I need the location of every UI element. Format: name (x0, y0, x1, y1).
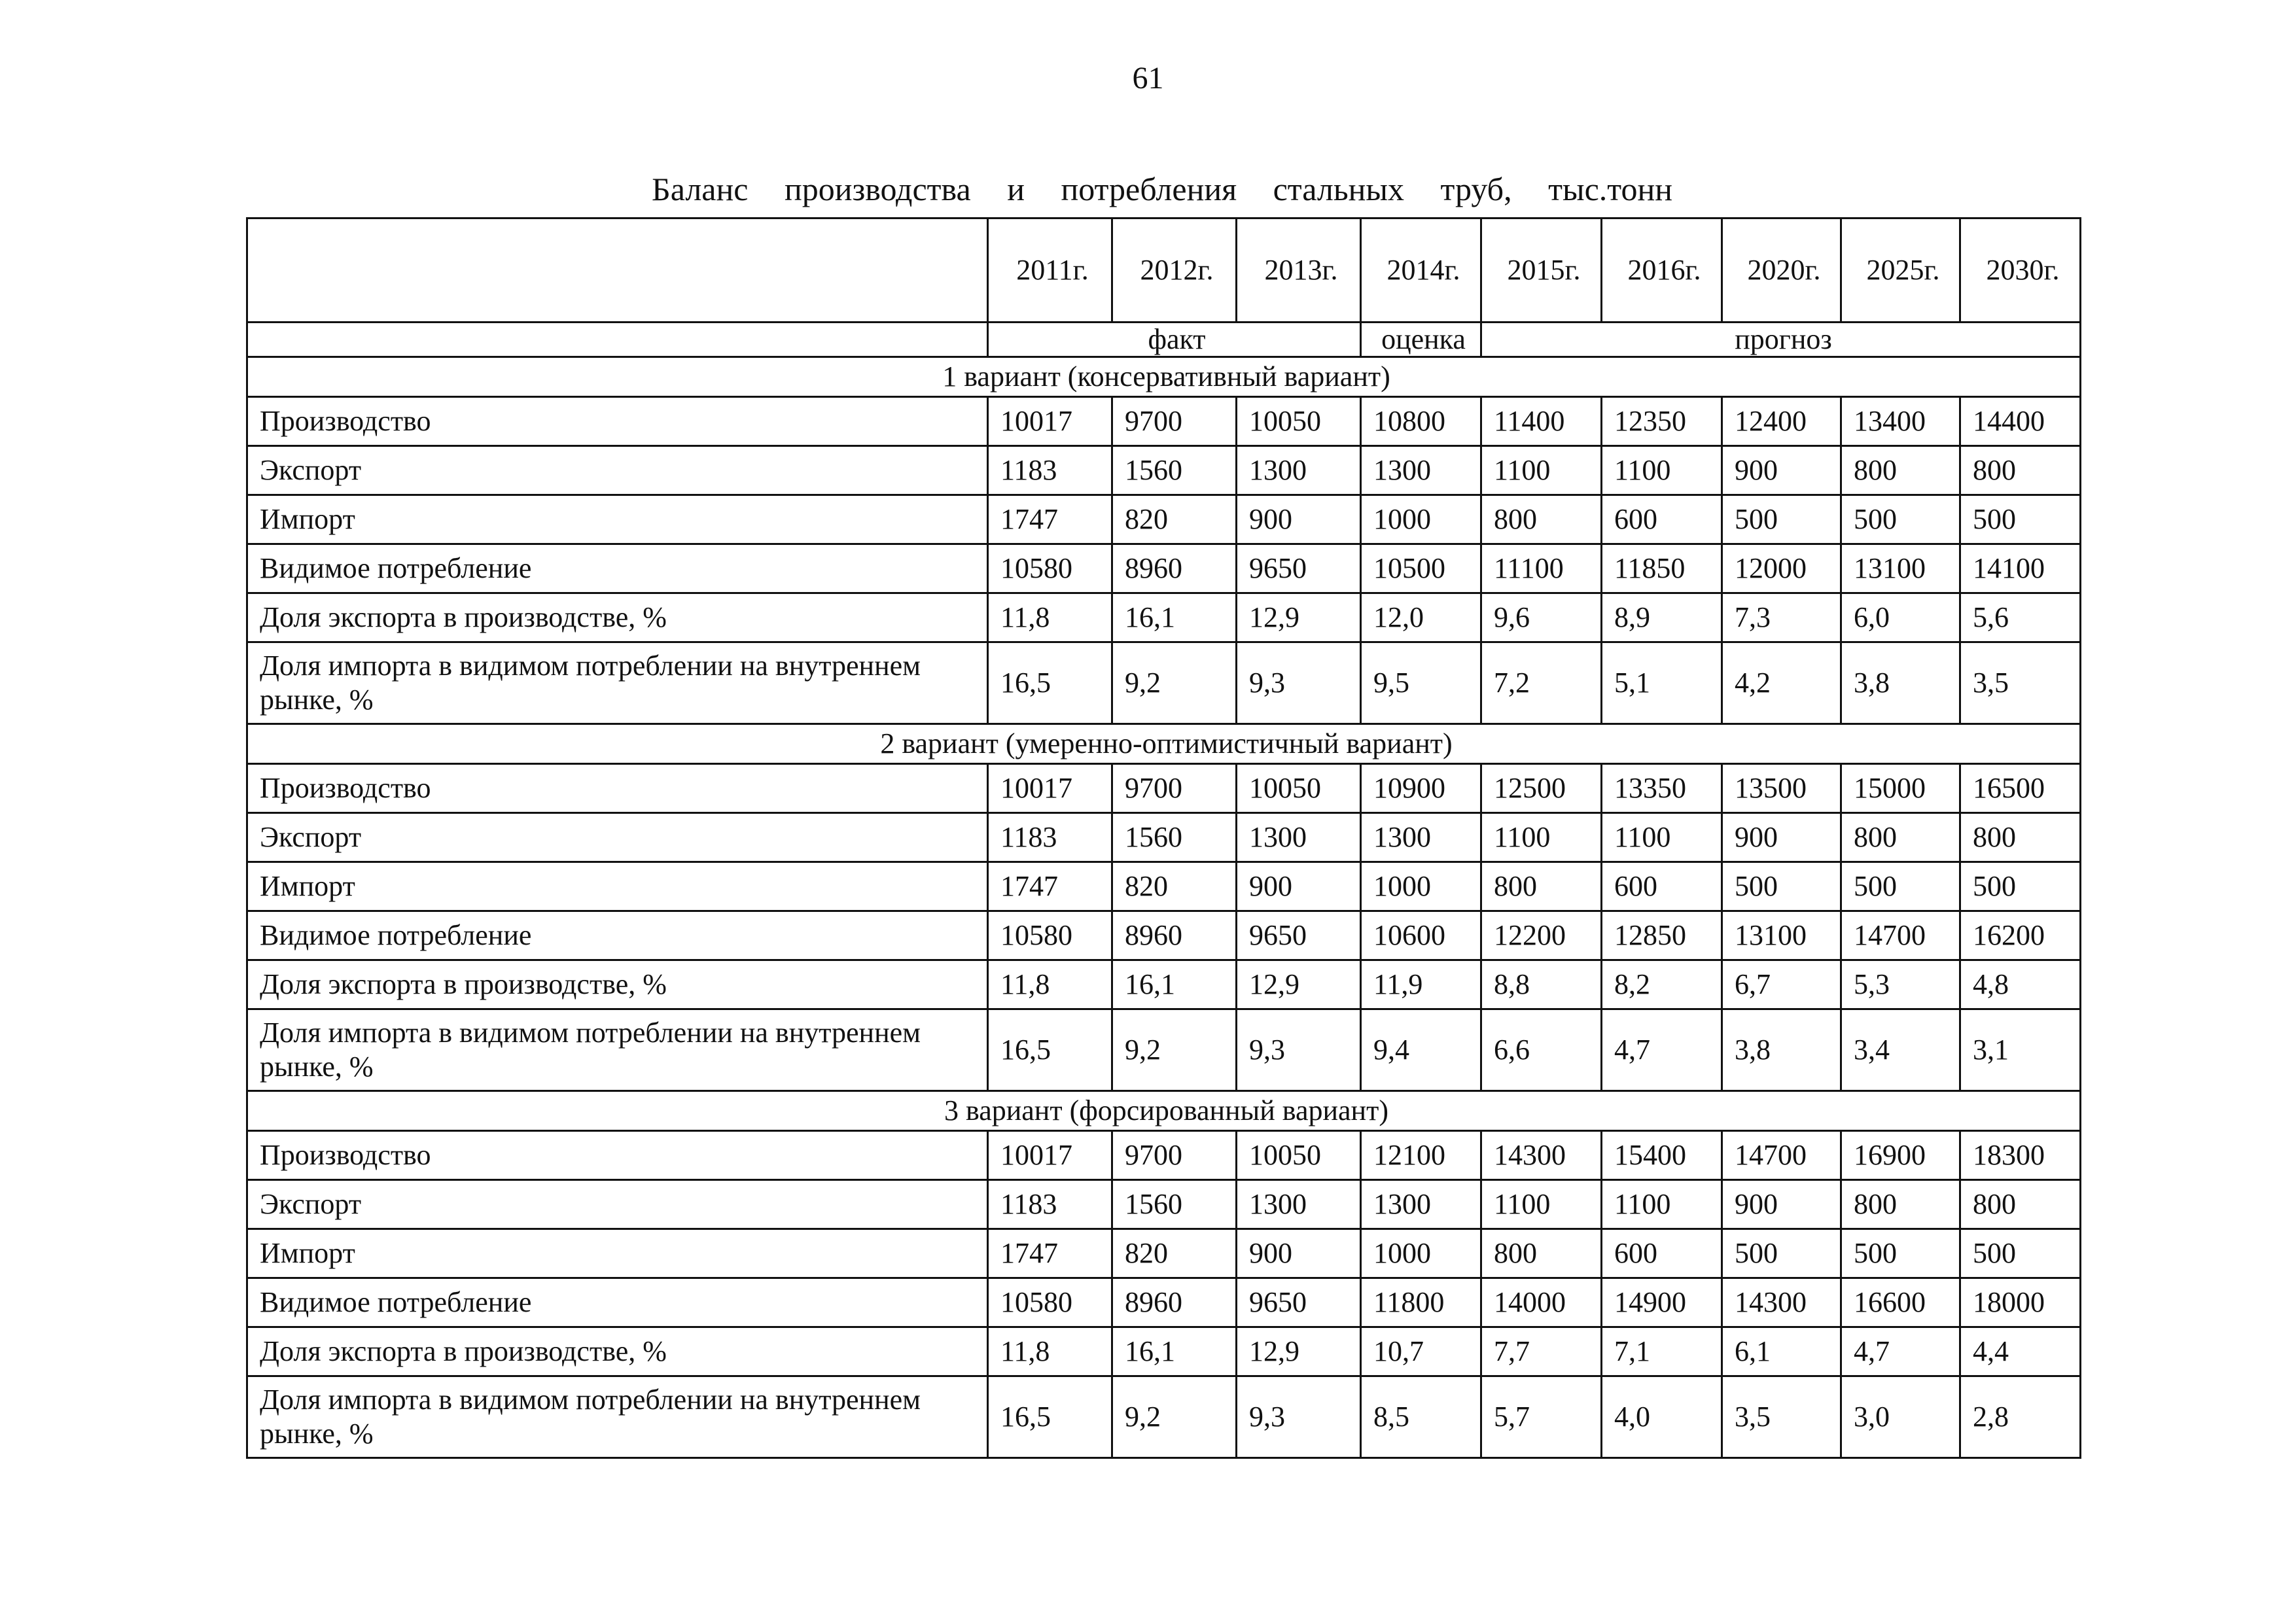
value-cell: 10017 (988, 397, 1112, 446)
table-row (247, 446, 2081, 495)
period-header-row (247, 323, 2081, 357)
row-label: Экспорт (247, 813, 988, 862)
value-cell: 12000 (1722, 544, 1841, 593)
table-row (247, 1009, 2081, 1091)
value-cell: 800 (1481, 495, 1602, 544)
value-cell: 14300 (1722, 1278, 1841, 1327)
value-cell: 820 (1112, 862, 1237, 911)
value-cell: 16900 (1841, 1131, 1960, 1180)
value-cell: 500 (1841, 862, 1960, 911)
value-cell: 900 (1722, 813, 1841, 862)
value-cell: 5,7 (1481, 1376, 1602, 1458)
value-cell: 8,8 (1481, 960, 1602, 1009)
value-cell: 8960 (1112, 1278, 1237, 1327)
value-cell: 16500 (1960, 764, 2081, 813)
year-header-cell: 2011г. (988, 218, 1112, 323)
value-cell: 10800 (1361, 397, 1481, 446)
value-cell: 10017 (988, 1131, 1112, 1180)
value-cell: 11800 (1361, 1278, 1481, 1327)
value-cell: 500 (1960, 1229, 2081, 1278)
value-cell: 7,1 (1602, 1327, 1722, 1376)
value-cell: 7,2 (1481, 642, 1602, 724)
value-cell: 1000 (1361, 862, 1481, 911)
value-cell: 1560 (1112, 446, 1237, 495)
value-cell: 600 (1602, 862, 1722, 911)
value-cell: 1560 (1112, 1180, 1237, 1229)
table-row (247, 813, 2081, 862)
value-cell: 800 (1841, 446, 1960, 495)
value-cell: 10050 (1237, 1131, 1361, 1180)
row-label: Экспорт (247, 1180, 988, 1229)
value-cell: 13100 (1722, 911, 1841, 960)
variant-header-row (247, 724, 2081, 764)
row-label: Видимое потребление (247, 911, 988, 960)
variant-title: 2 вариант (умеренно-оптимистичный вариант) (247, 724, 2081, 764)
value-cell: 11100 (1481, 544, 1602, 593)
value-cell: 10580 (988, 544, 1112, 593)
period-fact: факт (988, 323, 1361, 357)
value-cell: 10600 (1361, 911, 1481, 960)
value-cell: 9,3 (1237, 1009, 1361, 1091)
table-row (247, 1278, 2081, 1327)
year-header-cell: 2014г. (1361, 218, 1481, 323)
value-cell: 600 (1602, 1229, 1722, 1278)
value-cell: 16200 (1960, 911, 2081, 960)
year-header-cell: 2015г. (1481, 218, 1602, 323)
value-cell: 11,8 (988, 960, 1112, 1009)
table-row (247, 1131, 2081, 1180)
value-cell: 4,0 (1602, 1376, 1722, 1458)
value-cell: 4,8 (1960, 960, 2081, 1009)
value-cell: 18300 (1960, 1131, 2081, 1180)
value-cell: 600 (1602, 495, 1722, 544)
value-cell: 800 (1481, 1229, 1602, 1278)
value-cell: 4,4 (1960, 1327, 2081, 1376)
year-header-cell: 2030г. (1960, 218, 2081, 323)
value-cell: 820 (1112, 495, 1237, 544)
value-cell: 8,5 (1361, 1376, 1481, 1458)
value-cell: 16,1 (1112, 593, 1237, 642)
value-cell: 12,9 (1237, 960, 1361, 1009)
value-cell: 15000 (1841, 764, 1960, 813)
value-cell: 10500 (1361, 544, 1481, 593)
value-cell: 14400 (1960, 397, 2081, 446)
value-cell: 10050 (1237, 397, 1361, 446)
empty-period-cell (247, 323, 988, 357)
value-cell: 7,7 (1481, 1327, 1602, 1376)
table-row (247, 1229, 2081, 1278)
balance-table (246, 217, 2081, 1459)
row-label: Доля экспорта в производстве, % (247, 1327, 988, 1376)
value-cell: 12,9 (1237, 1327, 1361, 1376)
value-cell: 11,8 (988, 593, 1112, 642)
value-cell: 14700 (1841, 911, 1960, 960)
table-row (247, 960, 2081, 1009)
year-header-cell: 2012г. (1112, 218, 1237, 323)
value-cell: 500 (1841, 1229, 1960, 1278)
value-cell: 14100 (1960, 544, 2081, 593)
empty-header-cell (247, 218, 988, 323)
table-row (247, 911, 2081, 960)
row-label: Импорт (247, 1229, 988, 1278)
value-cell: 1100 (1481, 813, 1602, 862)
value-cell: 11400 (1481, 397, 1602, 446)
value-cell: 800 (1841, 813, 1960, 862)
value-cell: 9,6 (1481, 593, 1602, 642)
value-cell: 1183 (988, 446, 1112, 495)
value-cell: 9,2 (1112, 1009, 1237, 1091)
row-label: Доля импорта в видимом потреблении на внутреннем рынке, % (247, 1009, 988, 1091)
value-cell: 1100 (1481, 1180, 1602, 1229)
row-label: Производство (247, 1131, 988, 1180)
variant-title: 1 вариант (консервативный вариант) (247, 357, 2081, 397)
value-cell: 12850 (1602, 911, 1722, 960)
value-cell: 820 (1112, 1229, 1237, 1278)
value-cell: 12350 (1602, 397, 1722, 446)
year-header-row (247, 218, 2081, 323)
year-header-cell: 2025г. (1841, 218, 1960, 323)
value-cell: 12400 (1722, 397, 1841, 446)
row-label: Доля импорта в видимом потреблении на внутреннем рынке, % (247, 1376, 988, 1458)
value-cell: 800 (1841, 1180, 1960, 1229)
value-cell: 9,4 (1361, 1009, 1481, 1091)
value-cell: 6,0 (1841, 593, 1960, 642)
period-forecast: прогноз (1481, 323, 2081, 357)
value-cell: 3,1 (1960, 1009, 2081, 1091)
table-row (247, 544, 2081, 593)
value-cell: 1100 (1602, 813, 1722, 862)
value-cell: 800 (1960, 813, 2081, 862)
value-cell: 16,5 (988, 642, 1112, 724)
value-cell: 11,8 (988, 1327, 1112, 1376)
row-label: Производство (247, 764, 988, 813)
row-label: Доля экспорта в производстве, % (247, 593, 988, 642)
value-cell: 500 (1722, 495, 1841, 544)
value-cell: 1300 (1361, 813, 1481, 862)
table-row (247, 397, 2081, 446)
value-cell: 8960 (1112, 911, 1237, 960)
value-cell: 10,7 (1361, 1327, 1481, 1376)
value-cell: 12200 (1481, 911, 1602, 960)
value-cell: 9650 (1237, 911, 1361, 960)
value-cell: 9,2 (1112, 642, 1237, 724)
value-cell: 3,0 (1841, 1376, 1960, 1458)
table-row (247, 1327, 2081, 1376)
value-cell: 1300 (1361, 446, 1481, 495)
table-row (247, 1180, 2081, 1229)
value-cell: 7,3 (1722, 593, 1841, 642)
value-cell: 500 (1960, 862, 2081, 911)
value-cell: 12,0 (1361, 593, 1481, 642)
value-cell: 9650 (1237, 1278, 1361, 1327)
value-cell: 8,2 (1602, 960, 1722, 1009)
value-cell: 16,5 (988, 1009, 1112, 1091)
value-cell: 4,2 (1722, 642, 1841, 724)
value-cell: 1300 (1237, 813, 1361, 862)
value-cell: 5,1 (1602, 642, 1722, 724)
row-label: Экспорт (247, 446, 988, 495)
value-cell: 13400 (1841, 397, 1960, 446)
value-cell: 9,3 (1237, 1376, 1361, 1458)
year-header-cell: 2020г. (1722, 218, 1841, 323)
value-cell: 3,8 (1722, 1009, 1841, 1091)
value-cell: 8,9 (1602, 593, 1722, 642)
period-estimate: оценка (1361, 323, 1481, 357)
value-cell: 3,5 (1960, 642, 2081, 724)
value-cell: 6,1 (1722, 1327, 1841, 1376)
value-cell: 14700 (1722, 1131, 1841, 1180)
table-row (247, 593, 2081, 642)
value-cell: 800 (1481, 862, 1602, 911)
value-cell: 3,8 (1841, 642, 1960, 724)
value-cell: 9,3 (1237, 642, 1361, 724)
value-cell: 10900 (1361, 764, 1481, 813)
table-row (247, 642, 2081, 724)
value-cell: 16,1 (1112, 1327, 1237, 1376)
value-cell: 10580 (988, 1278, 1112, 1327)
value-cell: 12500 (1481, 764, 1602, 813)
year-header-cell: 2013г. (1237, 218, 1361, 323)
value-cell: 9700 (1112, 764, 1237, 813)
value-cell: 6,7 (1722, 960, 1841, 1009)
value-cell: 1000 (1361, 1229, 1481, 1278)
page-number: 61 (1132, 61, 1164, 96)
row-label: Видимое потребление (247, 544, 988, 593)
value-cell: 900 (1237, 1229, 1361, 1278)
value-cell: 10050 (1237, 764, 1361, 813)
value-cell: 12,9 (1237, 593, 1361, 642)
value-cell: 1747 (988, 495, 1112, 544)
value-cell: 500 (1841, 495, 1960, 544)
value-cell: 1100 (1602, 1180, 1722, 1229)
value-cell: 1747 (988, 1229, 1112, 1278)
value-cell: 6,6 (1481, 1009, 1602, 1091)
value-cell: 10017 (988, 764, 1112, 813)
table-row (247, 862, 2081, 911)
row-label: Импорт (247, 862, 988, 911)
value-cell: 14900 (1602, 1278, 1722, 1327)
value-cell: 1300 (1237, 1180, 1361, 1229)
row-label: Доля экспорта в производстве, % (247, 960, 988, 1009)
value-cell: 1183 (988, 1180, 1112, 1229)
value-cell: 1100 (1481, 446, 1602, 495)
value-cell: 4,7 (1602, 1009, 1722, 1091)
value-cell: 900 (1237, 495, 1361, 544)
value-cell: 5,6 (1960, 593, 2081, 642)
value-cell: 2,8 (1960, 1376, 2081, 1458)
value-cell: 1747 (988, 862, 1112, 911)
value-cell: 9700 (1112, 1131, 1237, 1180)
value-cell: 14300 (1481, 1131, 1602, 1180)
row-label: Импорт (247, 495, 988, 544)
variant-header-row (247, 357, 2081, 397)
value-cell: 9,2 (1112, 1376, 1237, 1458)
table-body (247, 218, 2081, 1458)
value-cell: 900 (1722, 1180, 1841, 1229)
variant-title: 3 вариант (форсированный вариант) (247, 1091, 2081, 1131)
value-cell: 10580 (988, 911, 1112, 960)
value-cell: 11850 (1602, 544, 1722, 593)
table-row (247, 495, 2081, 544)
year-header-cell: 2016г. (1602, 218, 1722, 323)
row-label: Производство (247, 397, 988, 446)
value-cell: 16,1 (1112, 960, 1237, 1009)
value-cell: 900 (1722, 446, 1841, 495)
value-cell: 1560 (1112, 813, 1237, 862)
value-cell: 800 (1960, 1180, 2081, 1229)
value-cell: 4,7 (1841, 1327, 1960, 1376)
variant-header-row (247, 1091, 2081, 1131)
value-cell: 9700 (1112, 397, 1237, 446)
value-cell: 11,9 (1361, 960, 1481, 1009)
value-cell: 9650 (1237, 544, 1361, 593)
value-cell: 500 (1960, 495, 2081, 544)
value-cell: 1183 (988, 813, 1112, 862)
value-cell: 18000 (1960, 1278, 2081, 1327)
value-cell: 800 (1960, 446, 2081, 495)
value-cell: 900 (1237, 862, 1361, 911)
value-cell: 16,5 (988, 1376, 1112, 1458)
value-cell: 13500 (1722, 764, 1841, 813)
value-cell: 1000 (1361, 495, 1481, 544)
table-row (247, 764, 2081, 813)
value-cell: 3,5 (1722, 1376, 1841, 1458)
row-label: Видимое потребление (247, 1278, 988, 1327)
value-cell: 9,5 (1361, 642, 1481, 724)
value-cell: 13100 (1841, 544, 1960, 593)
value-cell: 8960 (1112, 544, 1237, 593)
value-cell: 14000 (1481, 1278, 1602, 1327)
row-label: Доля импорта в видимом потреблении на внутреннем рынке, % (247, 642, 988, 724)
table-row (247, 1376, 2081, 1458)
value-cell: 5,3 (1841, 960, 1960, 1009)
value-cell: 500 (1722, 1229, 1841, 1278)
value-cell: 15400 (1602, 1131, 1722, 1180)
value-cell: 1100 (1602, 446, 1722, 495)
value-cell: 1300 (1237, 446, 1361, 495)
value-cell: 12100 (1361, 1131, 1481, 1180)
value-cell: 13350 (1602, 764, 1722, 813)
value-cell: 3,4 (1841, 1009, 1960, 1091)
table-title: Баланс производства и потребления стальных труб, тыс.тонн (652, 171, 1672, 207)
value-cell: 500 (1722, 862, 1841, 911)
value-cell: 16600 (1841, 1278, 1960, 1327)
value-cell: 1300 (1361, 1180, 1481, 1229)
